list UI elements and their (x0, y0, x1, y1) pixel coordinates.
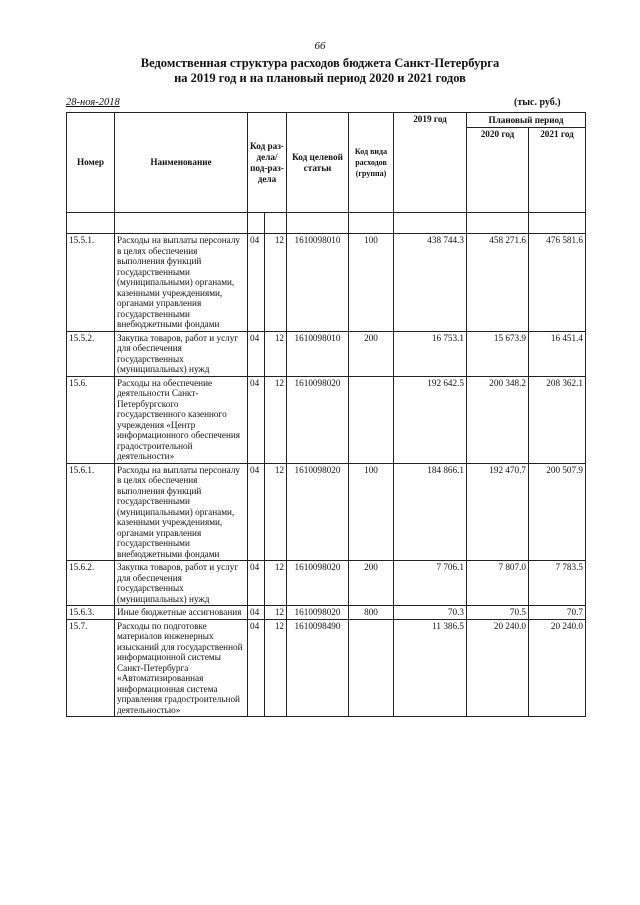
row-2019: 192 642.5 (394, 376, 467, 463)
table-row (67, 234, 586, 332)
row-2019: 438 744.3 (394, 234, 467, 332)
row-number: 15.7. (67, 619, 115, 717)
row-podrazdel: 12 (265, 619, 287, 717)
row-2019: 70.3 (394, 606, 467, 620)
row-vid (349, 376, 394, 463)
row-name: Закупка товаров, работ и услуг для обеспечения государственных (муниципальных) нужд (115, 331, 248, 376)
header-target: Код целевой статьи (287, 113, 349, 213)
row-number: 15.6. (67, 376, 115, 463)
row-name: Расходы на обеспечение деятельности Санкт-Петербургского государственного казенного учреждения «Центр информационного обеспечения градостроительной деятельности» (115, 376, 248, 463)
row-razdel: 04 (248, 463, 265, 561)
header-plan-period: Плановый период (467, 113, 586, 128)
row-razdel: 04 (248, 234, 265, 332)
row-name: Расходы на выплаты персоналу в целях обеспечения выполнения функций государственными (муниципальными) органами, казенными учреждениями, органами управления государственными внебюджетными фондами (115, 463, 248, 561)
header-2021: 2021 год (529, 128, 586, 213)
row-vid: 200 (349, 561, 394, 606)
row-2020: 192 470.7 (467, 463, 529, 561)
row-razdel: 04 (248, 376, 265, 463)
row-vid: 100 (349, 463, 394, 561)
budget-table (66, 112, 586, 717)
header-2020: 2020 год (467, 128, 529, 213)
row-vid: 800 (349, 606, 394, 620)
title-line-2: на 2019 год и на плановый период 2020 и 2021 годов (174, 71, 466, 85)
header-number: Номер (67, 113, 115, 213)
row-target: 1610098010 (287, 331, 349, 376)
row-target: 1610098020 (287, 561, 349, 606)
table-row (67, 331, 586, 376)
title-line-1: Ведомственная структура расходов бюджета Санкт-Петербурга (140, 56, 500, 70)
row-target: 1610098490 (287, 619, 349, 717)
row-2021: 208 362.1 (529, 376, 586, 463)
row-2021: 200 507.9 (529, 463, 586, 561)
row-name: Расходы по подготовке материалов инженерных изысканий для государственной информационной системы Санкт-Петербурга «Автоматизированная информационная система управления градостроительной деятельностью» (115, 619, 248, 717)
row-2021: 16 451.4 (529, 331, 586, 376)
table-row (67, 376, 586, 463)
row-target: 1610098020 (287, 606, 349, 620)
row-name: Закупка товаров, работ и услуг для обеспечения государственных (муниципальных) нужд (115, 561, 248, 606)
row-name: Расходы на выплаты персоналу в целях обеспечения выполнения функций государственными (муниципальными) органами, казенными учреждениями, органами управления государственными внебюджетными фондами (115, 234, 248, 332)
row-razdel: 04 (248, 619, 265, 717)
header-vid: Код вида расходов (группа) (349, 113, 394, 213)
budget-rows (67, 234, 586, 717)
page-number: 66 (314, 40, 326, 52)
header-razdel: Код раз-дела/под-раз-дела (248, 113, 287, 213)
row-target: 1610098020 (287, 463, 349, 561)
row-target: 1610098010 (287, 234, 349, 332)
row-number: 15.6.2. (67, 561, 115, 606)
row-2021: 7 783.5 (529, 561, 586, 606)
row-podrazdel: 12 (265, 234, 287, 332)
row-2019: 11 386.5 (394, 619, 467, 717)
row-2020: 70.5 (467, 606, 529, 620)
row-number: 15.6.3. (67, 606, 115, 620)
row-2020: 200 348.2 (467, 376, 529, 463)
row-number: 15.6.1. (67, 463, 115, 561)
row-2020: 15 673.9 (467, 331, 529, 376)
table-row (67, 463, 586, 561)
row-2021: 20 240.0 (529, 619, 586, 717)
row-podrazdel: 12 (265, 463, 287, 561)
row-vid: 200 (349, 331, 394, 376)
row-2021: 476 581.6 (529, 234, 586, 332)
row-podrazdel: 12 (265, 376, 287, 463)
row-2020: 7 807.0 (467, 561, 529, 606)
document-title (0, 56, 640, 86)
row-target: 1610098020 (287, 376, 349, 463)
unit-label: (тыс. руб.) (514, 97, 561, 108)
header-name: Наименование (115, 113, 248, 213)
row-podrazdel: 12 (265, 331, 287, 376)
document-date: 28-ноя-2018 (66, 97, 120, 108)
row-razdel: 04 (248, 331, 265, 376)
row-number: 15.5.1. (67, 234, 115, 332)
row-2020: 20 240.0 (467, 619, 529, 717)
header-2019: 2019 год (394, 113, 467, 213)
row-2020: 458 271.6 (467, 234, 529, 332)
row-2019: 184 866.1 (394, 463, 467, 561)
row-2019: 7 706.1 (394, 561, 467, 606)
table-row (67, 561, 586, 606)
row-number: 15.5.2. (67, 331, 115, 376)
row-2021: 70.7 (529, 606, 586, 620)
row-razdel: 04 (248, 561, 265, 606)
row-vid: 100 (349, 234, 394, 332)
table-row (67, 606, 586, 620)
table-row (67, 619, 586, 717)
row-razdel: 04 (248, 606, 265, 620)
row-name: Иные бюджетные ассигнования (115, 606, 248, 620)
row-vid (349, 619, 394, 717)
row-podrazdel: 12 (265, 561, 287, 606)
row-podrazdel: 12 (265, 606, 287, 620)
row-2019: 16 753.1 (394, 331, 467, 376)
